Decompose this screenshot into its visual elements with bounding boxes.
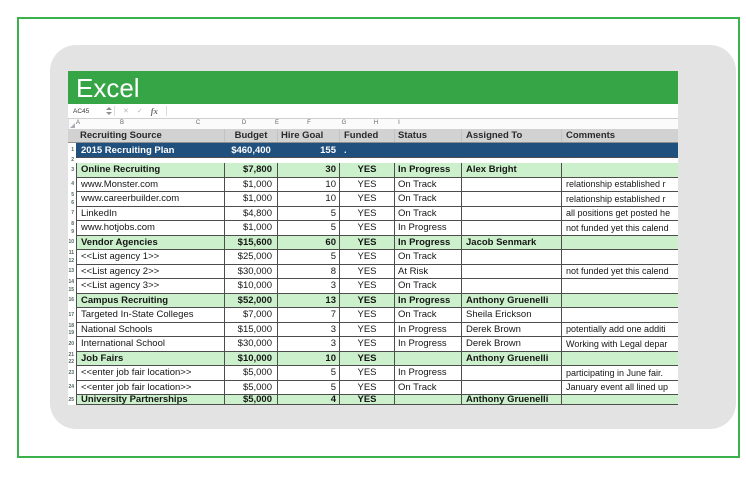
- cell-budget[interactable]: $52,000: [225, 294, 278, 309]
- cell-budget[interactable]: $5,000: [225, 395, 278, 405]
- insert-function-icon[interactable]: fx: [150, 106, 158, 116]
- cell-comments[interactable]: [562, 352, 678, 367]
- row-number[interactable]: 25: [68, 395, 76, 405]
- column-letters-strip: [68, 119, 678, 129]
- cell-source[interactable]: LinkedIn: [76, 207, 225, 222]
- row-number[interactable]: 23: [68, 366, 76, 381]
- cell-assigned[interactable]: Anthony Gruenelli: [462, 395, 562, 405]
- cell-assigned[interactable]: [462, 279, 562, 294]
- cell-goal[interactable]: 155: [278, 143, 340, 158]
- cell-comments[interactable]: January event all lined up: [562, 381, 678, 396]
- sheet-row: [68, 366, 678, 381]
- sheet-row: [68, 294, 678, 309]
- column-letter[interactable]: D: [241, 120, 247, 126]
- excel-banner: [68, 71, 678, 104]
- cell-comments[interactable]: [562, 250, 678, 265]
- sheet-row: [68, 207, 678, 222]
- cell-funded[interactable]: YES: [340, 178, 395, 193]
- cell-status[interactable]: In Progress: [395, 323, 462, 338]
- cell-budget[interactable]: $7,800: [225, 163, 278, 178]
- column-letter[interactable]: H: [373, 120, 379, 126]
- cell-funded[interactable]: YES: [340, 294, 395, 309]
- row-number[interactable]: 10: [68, 236, 76, 251]
- cell-funded[interactable]: YES: [340, 308, 395, 323]
- row-number[interactable]: 4: [68, 178, 76, 193]
- cell-funded[interactable]: .: [340, 143, 395, 158]
- row-number[interactable]: 24: [68, 381, 76, 396]
- cell-status[interactable]: In Progress: [395, 337, 462, 352]
- cell-assigned[interactable]: Derek Brown: [462, 337, 562, 352]
- confirm-icon[interactable]: ✓: [136, 108, 143, 115]
- cell-status[interactable]: In Progress: [395, 366, 462, 381]
- row-number[interactable]: 2: [68, 158, 76, 163]
- header-comments[interactable]: Comments: [566, 130, 616, 141]
- cell-budget[interactable]: $15,600: [225, 236, 278, 251]
- cell-comments[interactable]: [562, 294, 678, 309]
- cell-comments[interactable]: participating in June fair.: [562, 366, 678, 381]
- column-letter[interactable]: C: [195, 120, 201, 126]
- sheet-row: [68, 265, 678, 280]
- cell-status[interactable]: On Track: [395, 178, 462, 193]
- header-budget[interactable]: Budget: [225, 129, 278, 142]
- cell-source[interactable]: Job Fairs: [76, 352, 225, 367]
- sheet-row: [68, 178, 678, 193]
- cell-comments[interactable]: [562, 236, 678, 251]
- row-number[interactable]: 8 9: [68, 221, 76, 236]
- cell-assigned[interactable]: [462, 221, 562, 236]
- cell-source[interactable]: www.careerbuilder.com: [76, 192, 225, 207]
- cell-budget[interactable]: $5,000: [225, 366, 278, 381]
- header-gutter: [68, 129, 76, 142]
- cell-budget[interactable]: $5,000: [225, 381, 278, 396]
- column-letter[interactable]: G: [341, 120, 347, 126]
- cell-assigned[interactable]: Sheila Erickson: [462, 308, 562, 323]
- cell-goal[interactable]: 13: [278, 294, 340, 309]
- cell-source[interactable]: University Partnerships: [76, 395, 225, 405]
- cell-assigned[interactable]: Alex Bright: [462, 163, 562, 178]
- cell-budget[interactable]: $30,000: [225, 337, 278, 352]
- row-number[interactable]: 13: [68, 265, 76, 280]
- cell-comments[interactable]: potentially add one additi: [562, 323, 678, 338]
- header-status[interactable]: Status: [395, 129, 462, 142]
- cell-source[interactable]: International School: [76, 337, 225, 352]
- cell-assigned[interactable]: [462, 192, 562, 207]
- cell-source[interactable]: Targeted In-State Colleges: [76, 308, 225, 323]
- cell-status[interactable]: [395, 395, 462, 405]
- column-letter[interactable]: B: [119, 120, 125, 126]
- cell-status[interactable]: On Track: [395, 250, 462, 265]
- cell-source[interactable]: <<List agency 2>>: [76, 265, 225, 280]
- cell-budget[interactable]: $30,000: [225, 265, 278, 280]
- cell-source[interactable]: www.Monster.com: [76, 178, 225, 193]
- cell-funded[interactable]: YES: [340, 366, 395, 381]
- sheet-row: [68, 337, 678, 352]
- cell-budget[interactable]: $1,000: [225, 178, 278, 193]
- cell-goal[interactable]: 30: [278, 163, 340, 178]
- cell-goal[interactable]: 4: [278, 395, 340, 405]
- cell-goal[interactable]: 8: [278, 265, 340, 280]
- column-letter[interactable]: A: [75, 120, 81, 126]
- cell-budget[interactable]: $10,000: [225, 352, 278, 367]
- cell-status[interactable]: On Track: [395, 207, 462, 222]
- cell-assigned[interactable]: [462, 178, 562, 193]
- cell-assigned[interactable]: [462, 143, 562, 158]
- cell-budget[interactable]: $1,000: [225, 192, 278, 207]
- cell-funded[interactable]: YES: [340, 163, 395, 178]
- row-number[interactable]: 5 6: [68, 192, 76, 207]
- cell-goal[interactable]: 7: [278, 308, 340, 323]
- cell-status[interactable]: [395, 143, 462, 158]
- cell-status[interactable]: In Progress: [395, 221, 462, 236]
- excel-logo-text: Excel: [76, 72, 140, 103]
- row-number[interactable]: 1: [68, 143, 76, 158]
- cell-source[interactable]: Vendor Agencies: [76, 236, 225, 251]
- column-letter[interactable]: I: [398, 120, 400, 126]
- cell-comments[interactable]: Working with Legal depar: [562, 337, 678, 352]
- sheet-row: [68, 250, 678, 265]
- cell-assigned[interactable]: Jacob Senmark: [462, 236, 562, 251]
- mockup-card: [17, 17, 740, 458]
- cell-status[interactable]: In Progress: [395, 294, 462, 309]
- cell-budget[interactable]: $15,000: [225, 323, 278, 338]
- sheet-row: [68, 221, 678, 236]
- cell-funded[interactable]: YES: [340, 352, 395, 367]
- cell-source[interactable]: www.hotjobs.com: [76, 221, 225, 236]
- cell-status[interactable]: On Track: [395, 192, 462, 207]
- cell-comments[interactable]: [562, 163, 678, 178]
- formula-bar: [68, 104, 678, 119]
- sheet-row: [68, 279, 678, 294]
- cell-status[interactable]: On Track: [395, 308, 462, 323]
- cell-status[interactable]: In Progress: [395, 163, 462, 178]
- cell-funded[interactable]: YES: [340, 221, 395, 236]
- cell-status[interactable]: On Track: [395, 381, 462, 396]
- cancel-icon[interactable]: ✕: [123, 108, 129, 115]
- sheet-grid: [68, 143, 678, 405]
- row-number[interactable]: 17: [68, 308, 76, 323]
- cell-source[interactable]: Online Recruiting: [76, 163, 225, 178]
- sheet-row: [68, 236, 678, 251]
- cell-source[interactable]: National Schools: [76, 323, 225, 338]
- header-funded[interactable]: Funded: [340, 129, 395, 142]
- sheet-row: [68, 395, 678, 405]
- cell-funded[interactable]: YES: [340, 337, 395, 352]
- row-number[interactable]: 18 19: [68, 322, 74, 336]
- name-box-spinner[interactable]: [103, 106, 114, 117]
- cell-comments[interactable]: all positions get posted he: [562, 207, 678, 222]
- cell-goal[interactable]: 3: [278, 279, 340, 294]
- row-number[interactable]: 11 12: [68, 250, 74, 264]
- cell-funded[interactable]: YES: [340, 323, 395, 338]
- cell-goal[interactable]: 5: [278, 207, 340, 222]
- cell-goal[interactable]: 10: [278, 192, 340, 207]
- sheet-row: [68, 352, 678, 367]
- row-number[interactable]: 16: [68, 294, 76, 309]
- cell-source[interactable]: <<enter job fair location>>: [76, 381, 225, 396]
- cell-budget[interactable]: $460,400: [225, 143, 278, 158]
- cell-status[interactable]: At Risk: [395, 265, 462, 280]
- header-hire-goal[interactable]: Hire Goal: [278, 129, 340, 142]
- cell-funded[interactable]: YES: [340, 395, 395, 405]
- sheet-row: [68, 323, 678, 338]
- cell-budget[interactable]: $25,000: [225, 250, 278, 265]
- cell-assigned[interactable]: [462, 207, 562, 222]
- cell-goal[interactable]: 5: [278, 221, 340, 236]
- cell-goal[interactable]: 60: [278, 236, 340, 251]
- cell-funded[interactable]: YES: [340, 265, 395, 280]
- cell-assigned[interactable]: [462, 250, 562, 265]
- cell-comments[interactable]: [562, 143, 678, 158]
- cell-budget[interactable]: $1,000: [225, 221, 278, 236]
- cell-status[interactable]: [395, 352, 462, 367]
- cell-source[interactable]: Campus Recruiting: [76, 294, 225, 309]
- divider: [166, 106, 167, 116]
- sheet-header-row: [68, 129, 678, 143]
- cell-assigned[interactable]: Anthony Gruenelli: [462, 352, 562, 367]
- cell-goal[interactable]: 5: [278, 366, 340, 381]
- cell-funded[interactable]: YES: [340, 250, 395, 265]
- cell-comments[interactable]: [562, 395, 678, 405]
- sheet-row: [68, 143, 678, 158]
- cell-comments[interactable]: [562, 308, 678, 323]
- row-number[interactable]: 7: [68, 207, 76, 222]
- cell-comments[interactable]: [562, 279, 678, 294]
- row-number[interactable]: 3: [68, 163, 76, 178]
- column-letter[interactable]: E: [274, 120, 280, 126]
- sheet-row: [68, 381, 678, 396]
- cell-budget[interactable]: $10,000: [225, 279, 278, 294]
- cell-comments[interactable]: not funded yet this calend: [562, 221, 678, 236]
- cell-funded[interactable]: YES: [340, 381, 395, 396]
- cell-source[interactable]: <<List agency 1>>: [76, 250, 225, 265]
- excel-screen: [68, 71, 678, 405]
- cell-budget[interactable]: $7,000: [225, 308, 278, 323]
- cell-source[interactable]: <<List agency 3>>: [76, 279, 225, 294]
- cell-assigned[interactable]: Anthony Gruenelli: [462, 294, 562, 309]
- select-all-icon[interactable]: [68, 119, 76, 129]
- cell-funded[interactable]: YES: [340, 279, 395, 294]
- cell-assigned[interactable]: [462, 366, 562, 381]
- header-assigned-to[interactable]: Assigned To: [462, 129, 562, 142]
- cell-goal[interactable]: 3: [278, 337, 340, 352]
- header-recruiting-source[interactable]: Recruiting Source: [76, 129, 225, 142]
- row-number[interactable]: 20: [68, 337, 76, 352]
- sheet-row: [68, 163, 678, 178]
- cell-source[interactable]: 2015 Recruiting Plan: [76, 143, 225, 158]
- cell-assigned[interactable]: [462, 381, 562, 396]
- cell-comments[interactable]: relationship established r: [562, 192, 678, 207]
- cell-funded[interactable]: YES: [340, 207, 395, 222]
- cell-status[interactable]: On Track: [395, 279, 462, 294]
- sheet-row: [68, 192, 678, 207]
- sheet-row: [68, 308, 678, 323]
- cell-status[interactable]: In Progress: [395, 236, 462, 251]
- cell-assigned[interactable]: [462, 265, 562, 280]
- row-number[interactable]: 14 15: [68, 279, 74, 293]
- cell-goal[interactable]: 5: [278, 250, 340, 265]
- cell-goal[interactable]: 3: [278, 323, 340, 338]
- row-number[interactable]: 21 22: [68, 351, 74, 365]
- cell-assigned[interactable]: Derek Brown: [462, 323, 562, 338]
- cell-budget[interactable]: $4,800: [225, 207, 278, 222]
- cell-goal[interactable]: 10: [278, 352, 340, 367]
- column-letter[interactable]: F: [307, 120, 311, 126]
- cell-comments[interactable]: not funded yet this calend: [562, 265, 678, 280]
- cell-funded[interactable]: YES: [340, 236, 395, 251]
- cell-source[interactable]: <<enter job fair location>>: [76, 366, 225, 381]
- cell-goal[interactable]: 10: [278, 178, 340, 193]
- cell-goal[interactable]: 5: [278, 381, 340, 396]
- cell-funded[interactable]: YES: [340, 192, 395, 207]
- name-box[interactable]: AC45: [73, 107, 90, 115]
- cell-comments[interactable]: relationship established r: [562, 178, 678, 193]
